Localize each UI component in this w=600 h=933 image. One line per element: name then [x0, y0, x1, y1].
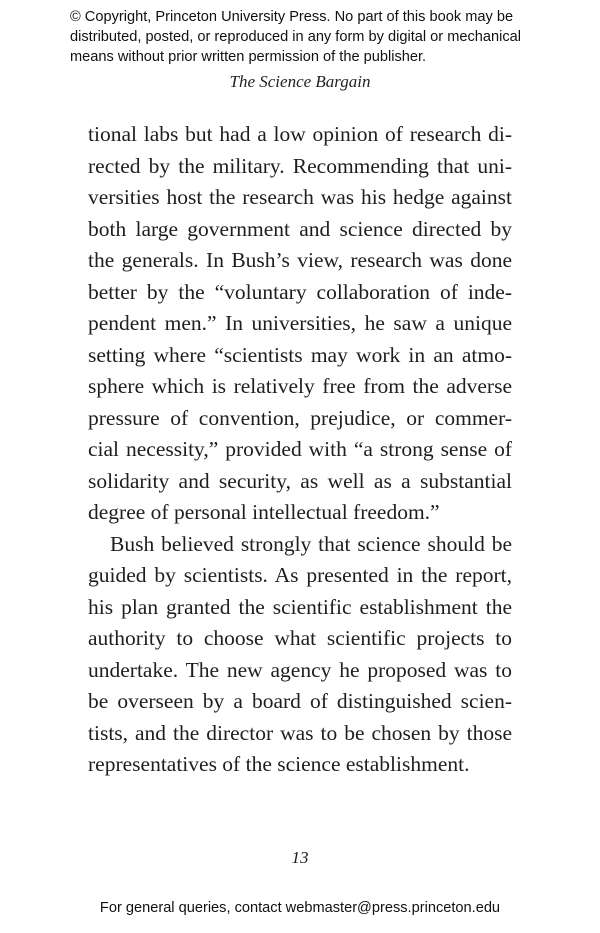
text-line: guided by scientists. As presented in the report, — [88, 563, 512, 587]
text-line: representatives of the science establishment. — [88, 752, 470, 776]
text-line: authority to choose what scientific projects to — [88, 626, 512, 650]
text-line: degree of personal intellectual freedom.” — [88, 500, 440, 524]
copyright-notice — [70, 7, 521, 67]
text-line: cial necessity,” provided with “a strong sense of — [88, 437, 512, 461]
text-line: sphere which is relatively free from the adverse — [88, 374, 512, 398]
text-line: be overseen by a board of distinguished scien- — [88, 689, 512, 713]
footer-contact: For general queries, contact webmaster@press.princeton.edu — [99, 900, 501, 916]
text-line: setting where “scientists may work in an atmo- — [88, 342, 512, 367]
text-line: the generals. In Bush’s view, research was done — [88, 248, 512, 272]
text-line: pressure of convention, prejudice, or commer- — [88, 405, 512, 430]
text-line: Bush believed strongly that science should be — [110, 531, 512, 556]
text-line: his plan granted the scientific establishment the — [88, 594, 512, 619]
text-line: better by the “voluntary collaboration of inde- — [88, 279, 512, 304]
body-text — [88, 119, 512, 781]
text-line: both large government and science directed by — [88, 216, 512, 241]
text-line: pendent men.” In universities, he saw a unique — [88, 311, 512, 335]
text-line: rected by the military. Recommending that uni- — [88, 153, 512, 178]
paragraph — [88, 529, 512, 781]
text-line: undertake. The new agency he proposed was to — [88, 657, 512, 682]
copyright-line: © Copyright, Princeton University Press. No part of this book may be — [70, 9, 514, 25]
text-line: versities host the research was his hedge against — [88, 185, 512, 209]
paragraph — [88, 119, 512, 529]
copyright-line: distributed, posted, or reproduced in any form by digital or mechanical — [70, 29, 522, 45]
running-head: The Science Bargain — [229, 72, 371, 91]
copyright-line: means without prior written permission of the publisher. — [70, 49, 427, 65]
text-line: solidarity and security, as well as a substantial — [88, 468, 512, 493]
text-line: tional labs but had a low opinion of research di- — [88, 122, 512, 146]
text-line: tists, and the director was to be chosen by those — [88, 720, 512, 745]
page-number: 13 — [291, 848, 309, 867]
